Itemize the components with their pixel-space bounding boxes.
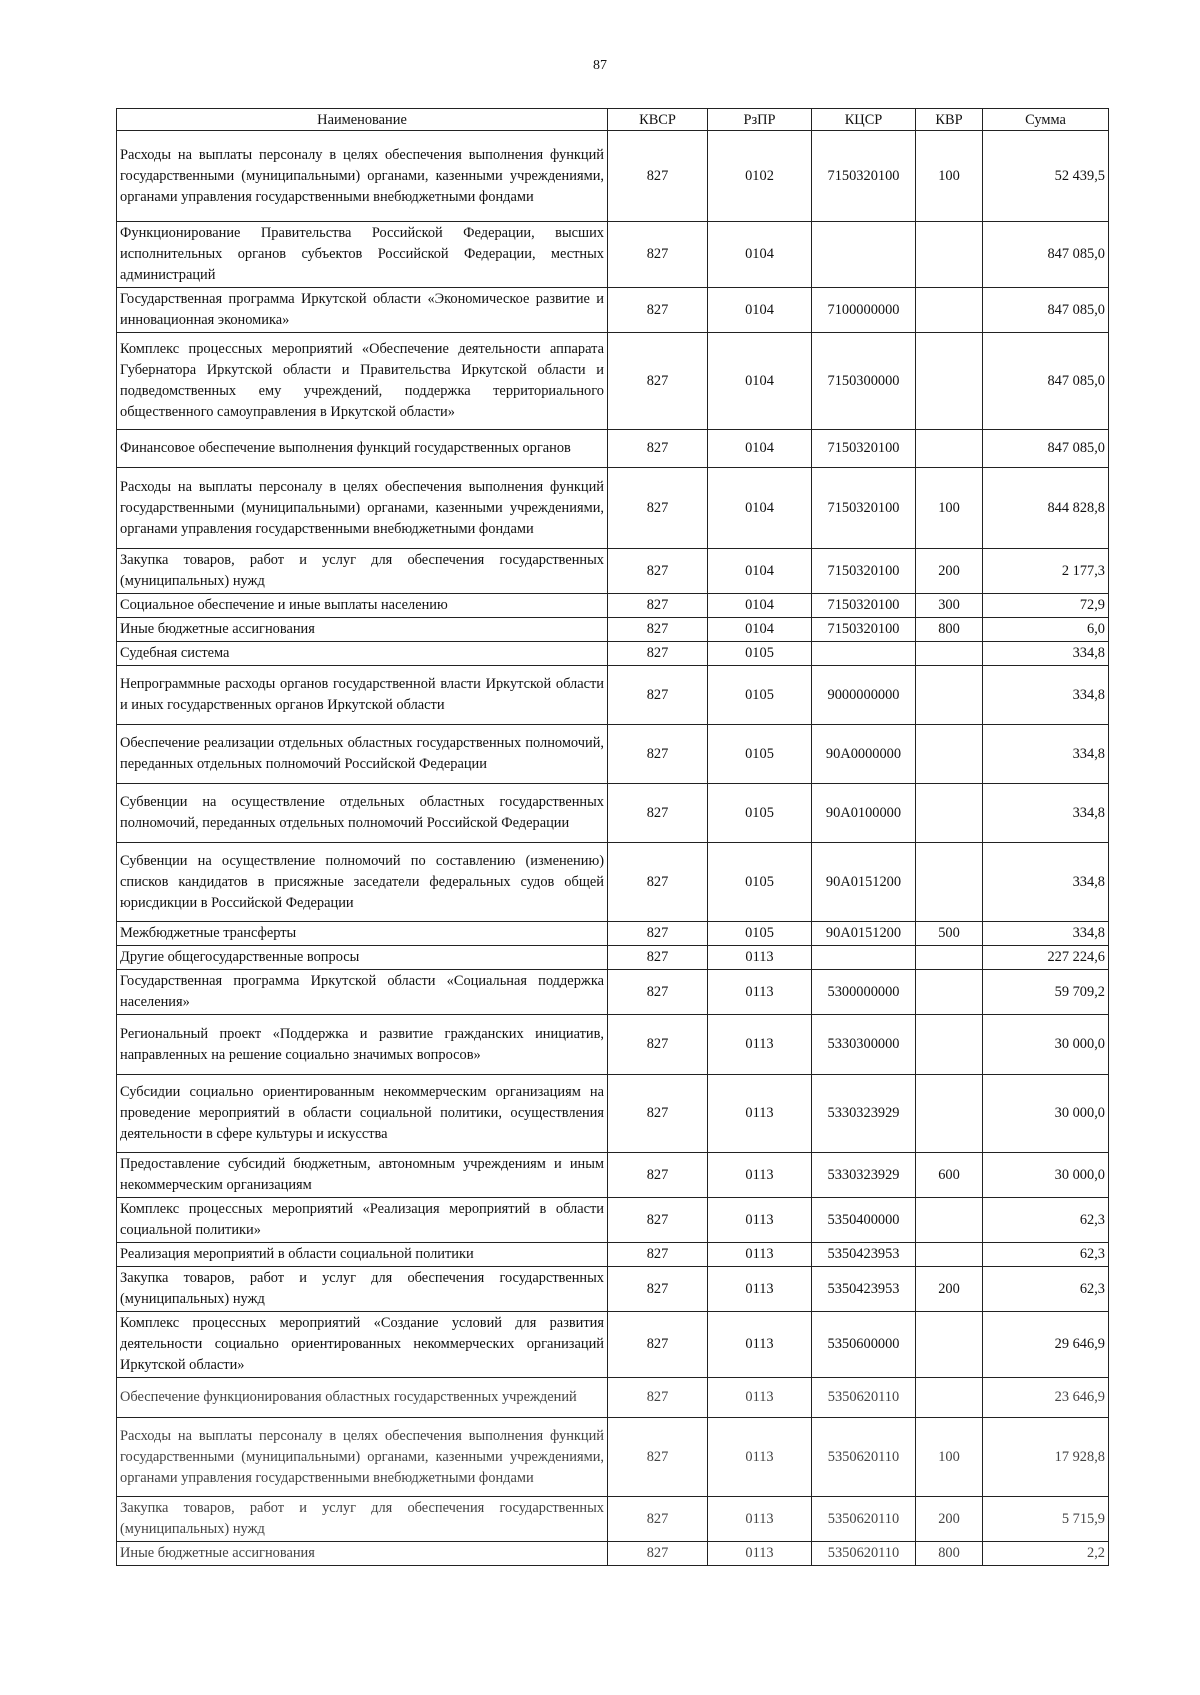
row-kcsr: 5350423953 (812, 1243, 916, 1267)
row-name: Непрограммные расходы органов государственной власти Иркутской области и иных государственных органов Иркутской области (117, 666, 608, 725)
table-row (117, 618, 1109, 642)
row-kvsr: 827 (608, 784, 708, 843)
row-rzpr: 0104 (708, 288, 812, 333)
table-row (117, 1075, 1109, 1153)
row-kvr (916, 946, 983, 970)
row-kvr (916, 1243, 983, 1267)
page-number: 87 (593, 58, 607, 73)
row-name: Закупка товаров, работ и услуг для обеспечения государственных (муниципальных) нужд (117, 1267, 608, 1312)
table-row (117, 1312, 1109, 1378)
row-kcsr: 5350600000 (812, 1312, 916, 1378)
row-kvr (916, 725, 983, 784)
row-kcsr: 7150320100 (812, 594, 916, 618)
row-name: Субвенции на осуществление отдельных областных государственных полномочий, переданных отдельных полномочий Российской Федерации (117, 784, 608, 843)
row-kcsr: 9000000000 (812, 666, 916, 725)
table-row (117, 131, 1109, 222)
row-name: Реализация мероприятий в области социальной политики (117, 1243, 608, 1267)
row-kvr (916, 1198, 983, 1243)
row-name: Функционирование Правительства Российской Федерации, высших исполнительных органов субъектов Российской Федерации, местных администраций (117, 222, 608, 288)
row-sum: 847 085,0 (983, 333, 1109, 430)
row-kvsr: 827 (608, 618, 708, 642)
table-row (117, 222, 1109, 288)
row-kvr (916, 430, 983, 468)
row-name: Субвенции на осуществление полномочий по составлению (изменению) списков кандидатов в присяжные заседатели федеральных судов общей юрисдикции в Российской Федерации (117, 843, 608, 922)
row-kcsr: 7150320100 (812, 549, 916, 594)
row-rzpr: 0105 (708, 642, 812, 666)
row-kcsr: 5350620110 (812, 1542, 916, 1566)
table-row (117, 843, 1109, 922)
row-rzpr: 0113 (708, 1418, 812, 1497)
row-sum: 30 000,0 (983, 1075, 1109, 1153)
row-name: Другие общегосударственные вопросы (117, 946, 608, 970)
row-kvr (916, 843, 983, 922)
row-rzpr: 0104 (708, 222, 812, 288)
table-row (117, 333, 1109, 430)
row-kvsr: 827 (608, 1418, 708, 1497)
row-kvr (916, 288, 983, 333)
table-row (117, 666, 1109, 725)
row-rzpr: 0113 (708, 1378, 812, 1418)
row-kvr: 300 (916, 594, 983, 618)
row-rzpr: 0104 (708, 468, 812, 549)
row-kvr (916, 333, 983, 430)
row-sum: 29 646,9 (983, 1312, 1109, 1378)
row-kvsr: 827 (608, 1542, 708, 1566)
row-kcsr: 90А0100000 (812, 784, 916, 843)
table-row (117, 594, 1109, 618)
row-rzpr: 0102 (708, 131, 812, 222)
row-name: Иные бюджетные ассигнования (117, 618, 608, 642)
row-kcsr: 5350423953 (812, 1267, 916, 1312)
row-sum: 62,3 (983, 1198, 1109, 1243)
row-sum: 62,3 (983, 1267, 1109, 1312)
row-rzpr: 0105 (708, 784, 812, 843)
row-kvsr: 827 (608, 468, 708, 549)
row-kvsr: 827 (608, 922, 708, 946)
row-kcsr: 5350620110 (812, 1497, 916, 1542)
row-name: Комплекс процессных мероприятий «Создание условий для развития деятельности социально ориентированных некоммерческих организаций Иркутской области» (117, 1312, 608, 1378)
row-kvsr: 827 (608, 1312, 708, 1378)
header-name: Наименование (117, 109, 608, 131)
row-sum: 847 085,0 (983, 288, 1109, 333)
row-sum: 2,2 (983, 1542, 1109, 1566)
header-rzpr: РзПР (708, 109, 812, 131)
row-kvr (916, 222, 983, 288)
row-kcsr: 90А0000000 (812, 725, 916, 784)
row-sum: 844 828,8 (983, 468, 1109, 549)
row-rzpr: 0104 (708, 549, 812, 594)
row-kvsr: 827 (608, 843, 708, 922)
row-kcsr: 7150320100 (812, 468, 916, 549)
budget-table (116, 108, 1109, 1566)
row-kvr: 200 (916, 1267, 983, 1312)
row-rzpr: 0113 (708, 1153, 812, 1198)
row-rzpr: 0113 (708, 1497, 812, 1542)
row-kvsr: 827 (608, 549, 708, 594)
row-name: Расходы на выплаты персоналу в целях обеспечения выполнения функций государственными (муниципальными) органами, казенными учреждениями, органами управления государственными внебюджетными фондами (117, 131, 608, 222)
row-kcsr: 7150320100 (812, 430, 916, 468)
row-name: Иные бюджетные ассигнования (117, 1542, 608, 1566)
row-kvsr: 827 (608, 1075, 708, 1153)
row-kvr: 100 (916, 131, 983, 222)
row-kvsr: 827 (608, 333, 708, 430)
row-kvsr: 827 (608, 946, 708, 970)
table-row (117, 549, 1109, 594)
table-row (117, 642, 1109, 666)
table-row (117, 288, 1109, 333)
row-kvr: 800 (916, 618, 983, 642)
row-sum: 847 085,0 (983, 430, 1109, 468)
table-row (117, 1015, 1109, 1075)
row-rzpr: 0113 (708, 1075, 812, 1153)
table-row (117, 1198, 1109, 1243)
row-rzpr: 0105 (708, 922, 812, 946)
row-name: Государственная программа Иркутской области «Социальная поддержка населения» (117, 970, 608, 1015)
table-row (117, 970, 1109, 1015)
row-kcsr: 7150320100 (812, 618, 916, 642)
row-kvsr: 827 (608, 1198, 708, 1243)
row-kvsr: 827 (608, 222, 708, 288)
row-rzpr: 0113 (708, 970, 812, 1015)
row-rzpr: 0113 (708, 1015, 812, 1075)
row-kcsr (812, 222, 916, 288)
row-kcsr: 7150300000 (812, 333, 916, 430)
header-kvsr: КВСР (608, 109, 708, 131)
row-name: Расходы на выплаты персоналу в целях обеспечения выполнения функций государственными (муниципальными) органами, казенными учреждениями, органами управления государственными внебюджетными фондами (117, 468, 608, 549)
table-row (117, 1542, 1109, 1566)
header-kcsr: КЦСР (812, 109, 916, 131)
row-kcsr: 5350620110 (812, 1378, 916, 1418)
row-kvr: 200 (916, 549, 983, 594)
row-kvr: 600 (916, 1153, 983, 1198)
row-kcsr: 90А0151200 (812, 843, 916, 922)
row-kvsr: 827 (608, 131, 708, 222)
row-rzpr: 0113 (708, 1542, 812, 1566)
table-row (117, 468, 1109, 549)
row-kvr (916, 1312, 983, 1378)
row-name: Региональный проект «Поддержка и развитие гражданских инициатив, направленных на решение социально значимых вопросов» (117, 1015, 608, 1075)
row-name: Комплекс процессных мероприятий «Обеспечение деятельности аппарата Губернатора Иркутской области и Правительства Иркутской области и подведомственных ему учреждений, поддержка территориального общественного самоуправления в Иркутской области» (117, 333, 608, 430)
row-sum: 334,8 (983, 922, 1109, 946)
table-row (117, 784, 1109, 843)
table-row (117, 1267, 1109, 1312)
row-name: Судебная система (117, 642, 608, 666)
row-kvr: 200 (916, 1497, 983, 1542)
row-kvr: 100 (916, 468, 983, 549)
table-row (117, 725, 1109, 784)
row-kvr (916, 970, 983, 1015)
row-rzpr: 0113 (708, 1267, 812, 1312)
row-sum: 334,8 (983, 784, 1109, 843)
row-sum: 72,9 (983, 594, 1109, 618)
row-kcsr: 5330323929 (812, 1153, 916, 1198)
row-rzpr: 0113 (708, 1198, 812, 1243)
row-kvsr: 827 (608, 1015, 708, 1075)
row-kvsr: 827 (608, 1153, 708, 1198)
row-rzpr: 0113 (708, 946, 812, 970)
row-kvr: 100 (916, 1418, 983, 1497)
row-kcsr: 5350400000 (812, 1198, 916, 1243)
table-row (117, 922, 1109, 946)
row-kvr (916, 1378, 983, 1418)
row-sum: 62,3 (983, 1243, 1109, 1267)
table-row (117, 1418, 1109, 1497)
row-sum: 52 439,5 (983, 131, 1109, 222)
row-sum: 23 646,9 (983, 1378, 1109, 1418)
row-kvsr: 827 (608, 1243, 708, 1267)
row-rzpr: 0104 (708, 594, 812, 618)
row-kcsr: 5300000000 (812, 970, 916, 1015)
row-kvr (916, 642, 983, 666)
row-rzpr: 0113 (708, 1243, 812, 1267)
row-sum: 334,8 (983, 725, 1109, 784)
row-rzpr: 0104 (708, 430, 812, 468)
row-kcsr: 5350620110 (812, 1418, 916, 1497)
row-name: Закупка товаров, работ и услуг для обеспечения государственных (муниципальных) нужд (117, 549, 608, 594)
row-kvsr: 827 (608, 1497, 708, 1542)
row-name: Обеспечение реализации отдельных областных государственных полномочий, переданных отдельных полномочий Российской Федерации (117, 725, 608, 784)
row-kcsr: 90А0151200 (812, 922, 916, 946)
row-kcsr: 5330300000 (812, 1015, 916, 1075)
row-kvsr: 827 (608, 1267, 708, 1312)
row-kvsr: 827 (608, 1378, 708, 1418)
row-kvr (916, 784, 983, 843)
row-kcsr (812, 946, 916, 970)
row-kvr: 800 (916, 1542, 983, 1566)
row-rzpr: 0105 (708, 666, 812, 725)
table-header-row (117, 109, 1109, 131)
row-name: Обеспечение функционирования областных государственных учреждений (117, 1378, 608, 1418)
row-rzpr: 0104 (708, 618, 812, 642)
row-name: Закупка товаров, работ и услуг для обеспечения государственных (муниципальных) нужд (117, 1497, 608, 1542)
header-sum: Сумма (983, 109, 1109, 131)
row-kcsr (812, 642, 916, 666)
row-kcsr: 7100000000 (812, 288, 916, 333)
table-row (117, 1153, 1109, 1198)
row-rzpr: 0105 (708, 843, 812, 922)
row-name: Субсидии социально ориентированным некоммерческим организациям на проведение мероприятий в области социальной политики, осуществления деятельности в сфере культуры и искусства (117, 1075, 608, 1153)
row-kvsr: 827 (608, 642, 708, 666)
table-row (117, 1378, 1109, 1418)
row-kcsr: 7150320100 (812, 131, 916, 222)
row-name: Комплекс процессных мероприятий «Реализация мероприятий в области социальной политики» (117, 1198, 608, 1243)
row-kvsr: 827 (608, 666, 708, 725)
row-sum: 5 715,9 (983, 1497, 1109, 1542)
table-row (117, 946, 1109, 970)
row-name: Государственная программа Иркутской области «Экономическое развитие и инновационная экономика» (117, 288, 608, 333)
header-kvr: КВР (916, 109, 983, 131)
table-row (117, 1243, 1109, 1267)
row-name: Предоставление субсидий бюджетным, автономным учреждениям и иным некоммерческим организациям (117, 1153, 608, 1198)
row-kvr: 500 (916, 922, 983, 946)
row-sum: 2 177,3 (983, 549, 1109, 594)
row-sum: 334,8 (983, 642, 1109, 666)
row-kvsr: 827 (608, 970, 708, 1015)
row-kvsr: 827 (608, 725, 708, 784)
row-kvr (916, 1075, 983, 1153)
row-sum: 59 709,2 (983, 970, 1109, 1015)
row-rzpr: 0105 (708, 725, 812, 784)
table-row (117, 430, 1109, 468)
row-rzpr: 0104 (708, 333, 812, 430)
row-sum: 847 085,0 (983, 222, 1109, 288)
row-kvr (916, 666, 983, 725)
row-name: Финансовое обеспечение выполнения функций государственных органов (117, 430, 608, 468)
row-kvsr: 827 (608, 430, 708, 468)
row-sum: 6,0 (983, 618, 1109, 642)
row-rzpr: 0113 (708, 1312, 812, 1378)
row-sum: 30 000,0 (983, 1153, 1109, 1198)
row-sum: 30 000,0 (983, 1015, 1109, 1075)
row-name: Расходы на выплаты персоналу в целях обеспечения выполнения функций государственными (муниципальными) органами, казенными учреждениями, органами управления государственными внебюджетными фондами (117, 1418, 608, 1497)
row-kvr (916, 1015, 983, 1075)
row-sum: 227 224,6 (983, 946, 1109, 970)
row-kvsr: 827 (608, 288, 708, 333)
row-kcsr: 5330323929 (812, 1075, 916, 1153)
row-kvsr: 827 (608, 594, 708, 618)
row-name: Межбюджетные трансферты (117, 922, 608, 946)
row-sum: 334,8 (983, 666, 1109, 725)
row-sum: 17 928,8 (983, 1418, 1109, 1497)
row-name: Социальное обеспечение и иные выплаты населению (117, 594, 608, 618)
row-sum: 334,8 (983, 843, 1109, 922)
table-row (117, 1497, 1109, 1542)
